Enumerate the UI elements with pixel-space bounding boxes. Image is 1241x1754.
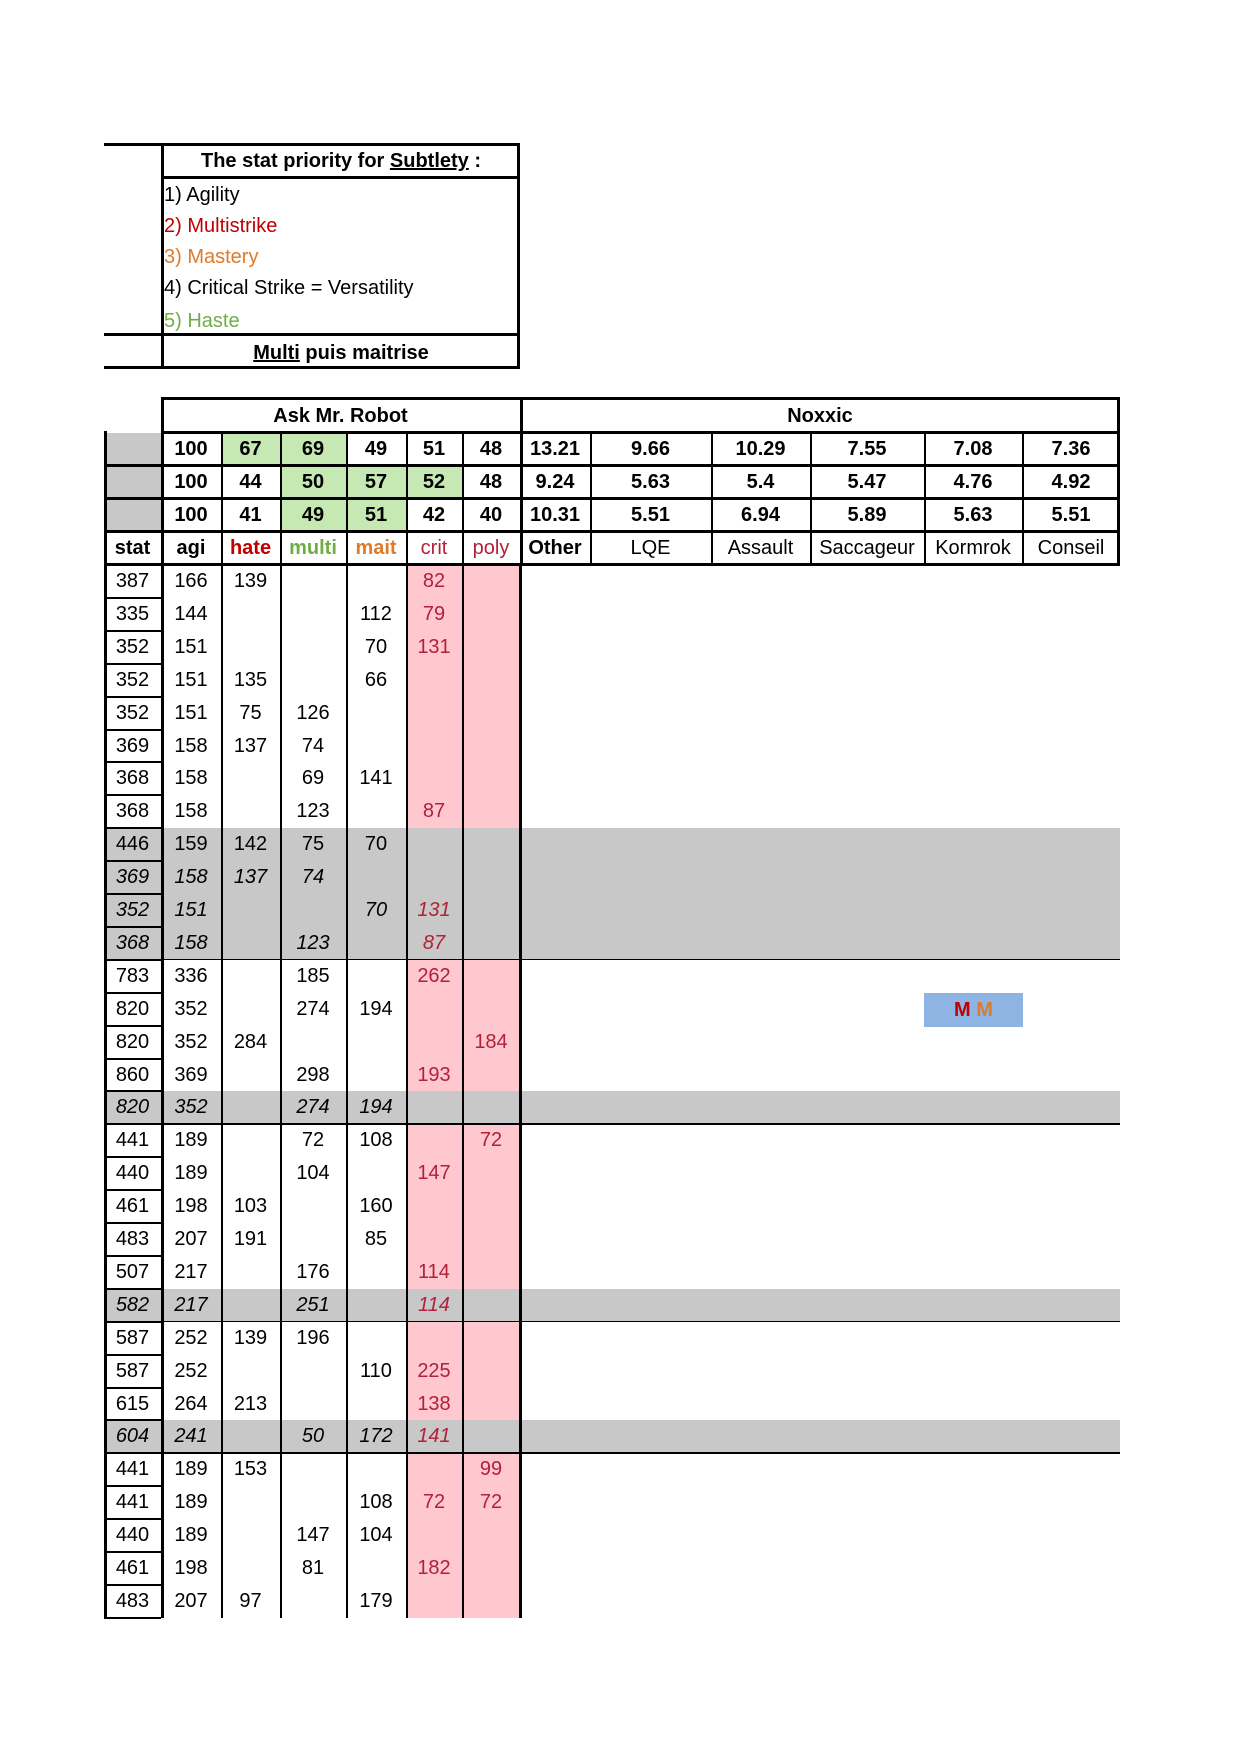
cell-agi: 352 xyxy=(174,1030,208,1053)
weight-value: 69 xyxy=(301,438,325,460)
grid-line xyxy=(590,431,592,563)
cell-stat: 440 xyxy=(115,1162,150,1185)
cell-crit: 114 xyxy=(418,1293,450,1316)
cell-stat: 352 xyxy=(115,701,150,724)
cell-stat: 604 xyxy=(115,1425,150,1448)
grid-line xyxy=(406,431,408,563)
cell-mait: 112 xyxy=(360,602,392,625)
cell-crit: 82 xyxy=(422,570,446,592)
weight-value: 5.51 xyxy=(631,504,670,526)
cell-mait: 172 xyxy=(359,1425,393,1448)
cell-hate: 103 xyxy=(233,1195,268,1218)
cell-agi: 151 xyxy=(174,668,208,691)
cell-crit: 87 xyxy=(422,800,446,823)
weight-value: 5.89 xyxy=(847,504,887,526)
cell-stat: 582 xyxy=(115,1293,150,1316)
cell-agi: 158 xyxy=(174,734,208,757)
weight-value: 100 xyxy=(174,504,208,526)
cell-hate: 137 xyxy=(233,734,268,757)
cell-stat: 820 xyxy=(115,1030,150,1053)
cell-stat: 587 xyxy=(115,1326,150,1349)
cell-mait: 160 xyxy=(359,1195,393,1218)
cell-stat: 446 xyxy=(115,833,150,856)
weight-value: 67 xyxy=(239,438,262,460)
weight-value: 100 xyxy=(174,471,208,493)
grid-line xyxy=(104,530,1120,533)
cell-agi: 158 xyxy=(174,931,208,954)
weight-value: 9.66 xyxy=(631,438,670,460)
cell-hate: 75 xyxy=(239,701,262,724)
grid-line xyxy=(924,431,926,563)
weight-value: 50 xyxy=(301,471,325,493)
cell-agi: 217 xyxy=(174,1260,208,1283)
weight-value: 5.47 xyxy=(847,471,887,493)
priority-box xyxy=(0,0,1241,380)
cell-hate: 97 xyxy=(239,1589,262,1612)
weight-value: 40 xyxy=(479,504,503,526)
cell-mait: 70 xyxy=(364,635,388,658)
cell-mait: 108 xyxy=(359,1129,393,1152)
grid-line xyxy=(462,563,464,1618)
weight-value: 44 xyxy=(239,471,262,493)
grid-line xyxy=(161,397,1120,400)
cell-hate: 139 xyxy=(233,1326,268,1349)
grid-line xyxy=(104,761,161,763)
cell-multi: 69 xyxy=(301,767,325,790)
cell-hate: 139 xyxy=(233,570,268,592)
grid-line xyxy=(462,431,464,563)
cell-agi: 336 xyxy=(174,964,208,987)
grid-line xyxy=(104,1387,161,1389)
cell-crit: 193 xyxy=(417,1063,451,1086)
grid-line xyxy=(104,1584,161,1586)
cell-stat: 461 xyxy=(115,1195,150,1218)
cell-mait: 194 xyxy=(359,997,393,1020)
cell-crit: 225 xyxy=(417,1359,451,1382)
cell-multi: 123 xyxy=(296,800,330,823)
grid-line xyxy=(406,563,408,1618)
grid-line xyxy=(104,696,161,698)
cell-agi: 166 xyxy=(174,570,208,592)
cell-stat: 461 xyxy=(115,1557,150,1579)
grid-line xyxy=(104,1255,161,1257)
gutter-line xyxy=(104,143,162,146)
gray-row-fill xyxy=(104,1420,1120,1453)
cell-stat: 369 xyxy=(115,866,150,889)
priority-title: The stat priority for Subtlety : xyxy=(200,150,482,172)
gutter-line xyxy=(104,333,162,336)
cell-stat: 587 xyxy=(115,1359,150,1382)
cell-multi: 176 xyxy=(296,1260,330,1283)
cell-crit: 114 xyxy=(418,1260,450,1283)
grid-line xyxy=(104,1321,1120,1323)
cell-crit: 79 xyxy=(422,602,446,625)
grid-line xyxy=(104,926,161,928)
weight-value: 49 xyxy=(301,504,325,526)
cell-agi: 207 xyxy=(174,1589,208,1612)
col-header-stat: stat xyxy=(114,537,151,559)
cell-agi: 158 xyxy=(174,800,208,823)
grid-line xyxy=(104,1025,161,1027)
cell-agi: 151 xyxy=(174,899,208,921)
cell-stat: 352 xyxy=(115,899,150,921)
weight-row-stub xyxy=(104,499,161,532)
grid-line xyxy=(104,1288,161,1290)
gray-row-fill xyxy=(104,1091,1120,1124)
cell-stat: 820 xyxy=(115,997,150,1020)
cell-stat: 335 xyxy=(115,602,150,625)
cell-mait: 108 xyxy=(359,1491,393,1514)
cell-multi: 274 xyxy=(296,1096,330,1119)
col-header-mait: mait xyxy=(355,537,397,559)
cell-hate: 191 xyxy=(233,1228,268,1250)
weight-value: 48 xyxy=(479,438,503,460)
weight-row-stub xyxy=(104,466,161,499)
grid-line xyxy=(1022,431,1024,563)
col-header-kormrok: Kormrok xyxy=(935,537,1011,559)
grid-line xyxy=(161,397,164,1618)
cell-agi: 369 xyxy=(174,1063,208,1086)
cell-hate: 153 xyxy=(233,1458,268,1481)
priority-item: 3) Mastery xyxy=(164,246,259,268)
group-askmrrobot: Ask Mr. Robot xyxy=(273,405,408,427)
cell-stat: 352 xyxy=(115,635,150,658)
weight-value: 52 xyxy=(422,471,446,493)
priority-item: 5) Haste xyxy=(164,310,240,332)
cell-crit: 138 xyxy=(417,1392,451,1415)
col-header-poly: poly xyxy=(472,537,510,559)
weight-value: 5.51 xyxy=(1051,504,1091,526)
cell-agi: 189 xyxy=(174,1162,208,1185)
grid-line xyxy=(161,431,1120,434)
cell-hate: 213 xyxy=(233,1392,268,1415)
cell-agi: 151 xyxy=(174,635,208,658)
cell-mait: 70 xyxy=(364,899,388,921)
cell-stat: 441 xyxy=(115,1458,150,1481)
col-header-multi: multi xyxy=(289,537,337,559)
weight-value: 13.21 xyxy=(529,438,581,460)
cell-crit: 72 xyxy=(422,1491,446,1514)
cell-agi: 189 xyxy=(174,1458,208,1481)
cell-multi: 185 xyxy=(296,964,330,987)
gutter-line xyxy=(104,366,162,369)
weight-value: 7.08 xyxy=(953,438,993,460)
grid-line xyxy=(104,1485,161,1487)
cell-stat: 352 xyxy=(115,668,150,691)
grid-line xyxy=(104,597,161,599)
priority-item: 2) Multistrike xyxy=(164,215,278,237)
cell-crit: 141 xyxy=(417,1425,451,1448)
weight-value: 48 xyxy=(479,471,503,493)
grid-line xyxy=(346,431,348,563)
cell-stat: 369 xyxy=(115,734,150,757)
grid-line xyxy=(104,1156,161,1158)
cell-crit: 87 xyxy=(422,931,446,954)
cell-mait: 141 xyxy=(359,767,393,790)
grid-line xyxy=(711,431,713,563)
grid-line xyxy=(104,1354,161,1356)
gray-row-fill xyxy=(104,894,1120,927)
cell-crit: 147 xyxy=(417,1162,451,1185)
grid-line xyxy=(346,563,348,1618)
cell-stat: 441 xyxy=(115,1491,150,1514)
grid-line xyxy=(519,563,522,1618)
cell-multi: 147 xyxy=(296,1524,330,1547)
grid-line xyxy=(104,794,161,796)
cell-stat: 368 xyxy=(115,800,150,823)
col-header-other: Other xyxy=(528,537,582,559)
cell-multi: 123 xyxy=(296,931,330,954)
cell-crit: 182 xyxy=(417,1557,451,1579)
cell-multi: 72 xyxy=(301,1129,325,1152)
cell-agi: 189 xyxy=(174,1524,208,1547)
cell-stat: 440 xyxy=(115,1524,150,1547)
cell-mait: 70 xyxy=(364,833,388,856)
col-header-assault: Assault xyxy=(727,537,794,559)
weight-value: 7.36 xyxy=(1051,438,1091,460)
priority-item: 1) Agility xyxy=(164,184,240,206)
col-header-hate: hate xyxy=(229,537,272,559)
badge-left: M xyxy=(954,999,971,1021)
weight-value: 49 xyxy=(364,438,388,460)
cell-agi: 198 xyxy=(174,1195,208,1218)
grid-line xyxy=(1117,397,1120,566)
grid-line xyxy=(104,827,161,829)
cell-agi: 189 xyxy=(174,1129,208,1152)
priority-note: Multi puis maitrise xyxy=(253,342,429,364)
grid-line xyxy=(104,1551,161,1553)
cell-agi: 252 xyxy=(174,1359,208,1382)
weight-value: 5.4 xyxy=(746,471,775,493)
badge-right: M xyxy=(976,999,993,1021)
weight-value: 10.31 xyxy=(529,504,581,526)
weight-value: 57 xyxy=(364,471,388,493)
grid-line xyxy=(280,563,282,1618)
cell-mait: 104 xyxy=(359,1524,393,1547)
grid-line xyxy=(104,893,161,895)
weight-value: 41 xyxy=(239,504,262,526)
weight-value: 10.29 xyxy=(735,438,786,460)
cell-multi: 126 xyxy=(296,701,330,724)
grid-line xyxy=(104,630,161,632)
cell-hate: 137 xyxy=(233,866,268,889)
cell-multi: 50 xyxy=(301,1425,325,1448)
grid-line xyxy=(104,1189,161,1191)
cell-multi: 74 xyxy=(301,734,325,757)
cell-multi: 104 xyxy=(296,1162,330,1185)
grid-line xyxy=(104,1090,161,1092)
cell-hate: 135 xyxy=(233,668,268,691)
cell-stat: 507 xyxy=(115,1260,150,1283)
cell-agi: 241 xyxy=(174,1425,208,1448)
cell-crit: 131 xyxy=(417,899,451,921)
grid-line xyxy=(104,860,161,862)
group-noxxic: Noxxic xyxy=(787,405,853,427)
cell-mait: 179 xyxy=(359,1589,393,1612)
grid-line xyxy=(520,397,523,566)
weight-value: 6.94 xyxy=(741,504,780,526)
weight-value: 51 xyxy=(422,438,446,460)
cell-stat: 783 xyxy=(115,964,150,987)
cell-agi: 252 xyxy=(174,1326,208,1349)
cell-poly: 72 xyxy=(479,1491,503,1514)
grid-line xyxy=(104,992,161,994)
gray-row-fill xyxy=(104,927,1120,960)
cell-agi: 207 xyxy=(174,1228,208,1250)
grid-line xyxy=(104,564,161,566)
gray-row-fill xyxy=(104,1289,1120,1322)
cell-poly: 184 xyxy=(474,1030,508,1053)
grid-line xyxy=(221,563,223,1618)
grid-line xyxy=(810,431,812,563)
cell-mait: 85 xyxy=(364,1228,388,1250)
col-header-saccageur: Saccageur xyxy=(819,537,915,559)
cell-multi: 81 xyxy=(301,1557,325,1579)
cell-poly: 72 xyxy=(479,1129,503,1152)
cell-stat: 387 xyxy=(115,570,150,592)
cell-stat: 483 xyxy=(115,1589,150,1612)
weight-value: 5.63 xyxy=(631,471,670,493)
cell-agi: 159 xyxy=(174,833,208,856)
cell-agi: 198 xyxy=(174,1557,208,1579)
cell-stat: 820 xyxy=(115,1096,150,1119)
grid-line xyxy=(104,1419,161,1421)
cell-multi: 251 xyxy=(296,1293,330,1316)
col-header-conseil: Conseil xyxy=(1037,537,1105,559)
grid-line xyxy=(104,1123,1120,1125)
cell-mait: 194 xyxy=(359,1096,393,1119)
cell-multi: 74 xyxy=(301,866,325,889)
cell-stat: 368 xyxy=(115,767,150,790)
cell-agi: 151 xyxy=(174,701,208,724)
weight-value: 9.24 xyxy=(535,471,575,493)
cell-multi: 274 xyxy=(296,997,330,1020)
grid-line xyxy=(104,959,1120,961)
cell-crit: 131 xyxy=(417,635,451,658)
cell-agi: 217 xyxy=(174,1293,208,1316)
weight-value: 100 xyxy=(174,438,208,460)
grid-line xyxy=(104,1058,161,1060)
grid-line xyxy=(104,497,1120,500)
priority-item: 4) Critical Strike = Versatility xyxy=(164,277,414,299)
grid-line xyxy=(104,1452,1120,1454)
weight-value: 4.92 xyxy=(1051,471,1091,493)
weight-value: 42 xyxy=(422,504,446,526)
weight-value: 7.55 xyxy=(847,438,887,460)
grid-line xyxy=(104,1617,161,1619)
cell-multi: 75 xyxy=(301,833,325,856)
grid-line xyxy=(221,431,223,563)
col-header-agi: agi xyxy=(176,537,206,559)
cell-stat: 368 xyxy=(115,931,150,954)
grid-line xyxy=(104,1518,161,1520)
grid-line xyxy=(104,663,161,665)
cell-agi: 352 xyxy=(174,997,208,1020)
cell-poly: 99 xyxy=(479,1458,503,1481)
cell-agi: 264 xyxy=(174,1392,208,1415)
cell-mait: 66 xyxy=(364,668,388,691)
cell-hate: 142 xyxy=(233,833,268,856)
grid-line xyxy=(104,563,1120,566)
cell-stat: 483 xyxy=(115,1228,150,1250)
cell-agi: 158 xyxy=(174,866,208,889)
grid-line xyxy=(104,464,1120,467)
cell-stat: 615 xyxy=(115,1392,150,1415)
cell-stat: 441 xyxy=(115,1129,150,1152)
grid-line xyxy=(280,431,282,563)
grid-line xyxy=(104,1222,161,1224)
cell-agi: 352 xyxy=(174,1096,208,1119)
cell-agi: 144 xyxy=(174,602,208,625)
cell-multi: 298 xyxy=(296,1063,330,1086)
weight-value: 5.63 xyxy=(953,504,993,526)
cell-hate: 284 xyxy=(233,1030,268,1053)
weight-value: 4.76 xyxy=(953,471,993,493)
cell-agi: 158 xyxy=(174,767,208,790)
cell-agi: 189 xyxy=(174,1491,208,1514)
grid-line xyxy=(104,729,161,731)
cell-crit: 262 xyxy=(417,964,451,987)
col-header-crit: crit xyxy=(420,537,448,559)
cell-multi: 196 xyxy=(296,1326,330,1349)
cell-mait: 110 xyxy=(360,1359,392,1382)
weight-row-stub xyxy=(104,433,161,466)
col-header-lqe: LQE xyxy=(630,537,671,559)
weight-value: 51 xyxy=(364,504,388,526)
cell-stat: 860 xyxy=(115,1063,150,1086)
mm-badge xyxy=(924,993,1023,1027)
